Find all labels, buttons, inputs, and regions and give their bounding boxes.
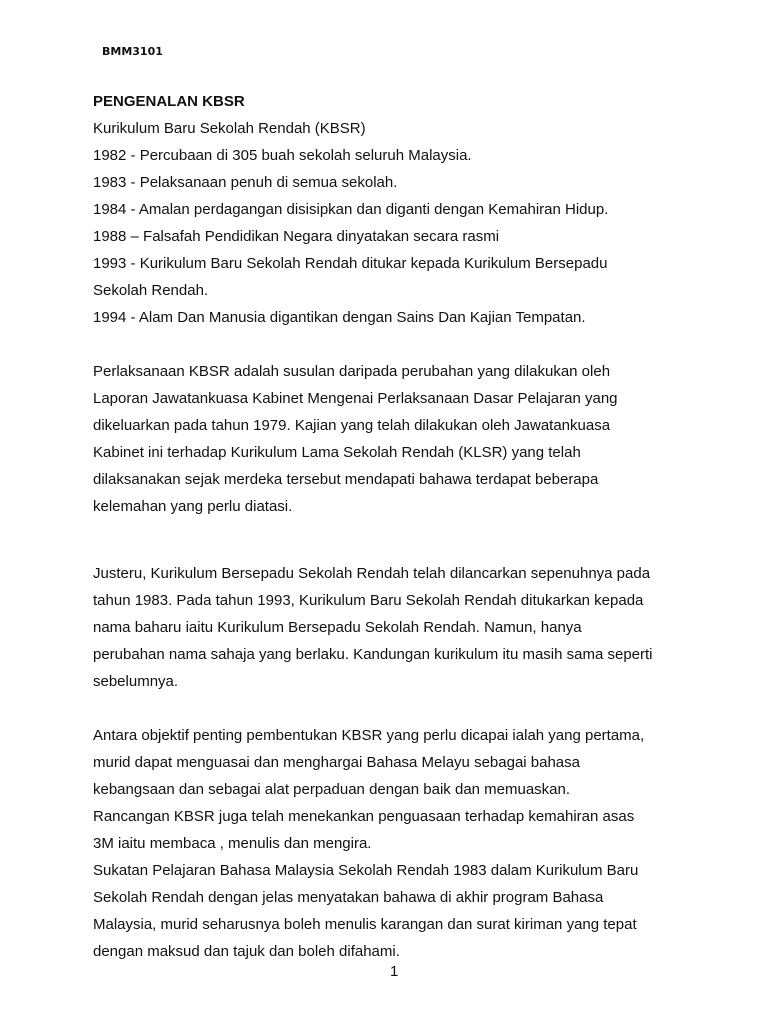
document-body <box>93 88 693 965</box>
intro-line: 1993 - Kurikulum Baru Sekolah Rendah ditukar kepada Kurikulum Bersepadu <box>93 255 608 272</box>
paragraph-line: kelemahan yang perlu diatasi. <box>93 498 293 515</box>
paragraph-line: Laporan Jawatankuasa Kabinet Mengenai Perlaksanaan Dasar Pelajaran yang <box>93 390 618 407</box>
intro-line: Kurikulum Baru Sekolah Rendah (KBSR) <box>93 120 366 137</box>
intro-list <box>93 115 693 331</box>
page-number: 1 <box>390 963 399 980</box>
intro-line: 1988 – Falsafah Pendidikan Negara dinyatakan secara rasmi <box>93 228 500 245</box>
paragraph-line: Sukatan Pelajaran Bahasa Malaysia Sekolah Rendah 1983 dalam Kurikulum Baru <box>93 862 639 879</box>
paragraph-line: Antara objektif penting pembentukan KBSR yang perlu dicapai ialah yang pertama, <box>93 727 645 744</box>
intro-line: 1983 - Pelaksanaan penuh di semua sekolah. <box>93 174 398 191</box>
intro-line: Sekolah Rendah. <box>93 282 209 299</box>
paragraph-line: Rancangan KBSR juga telah menekankan penguasaan terhadap kemahiran asas <box>93 808 635 825</box>
paragraph-line: 3M iaitu membaca , menulis dan mengira. <box>93 835 372 852</box>
section-title: PENGENALAN KBSR <box>93 93 245 110</box>
intro-line: 1994 - Alam Dan Manusia digantikan dengan Sains Dan Kajian Tempatan. <box>93 309 586 326</box>
intro-line: 1984 - Amalan perdagangan disisipkan dan diganti dengan Kemahiran Hidup. <box>93 201 609 218</box>
paragraph-line: Malaysia, murid seharusnya boleh menulis karangan dan surat kiriman yang tepat <box>93 916 637 933</box>
paragraph-line: tahun 1983. Pada tahun 1993, Kurikulum Baru Sekolah Rendah ditukarkan kepada <box>93 592 644 609</box>
paragraph-line: Sekolah Rendah dengan jelas menyatakan bahawa di akhir program Bahasa <box>93 889 604 906</box>
paragraph-line: dengan maksud dan tajuk dan boleh difahami. <box>93 943 400 960</box>
intro-line: 1982 - Percubaan di 305 buah sekolah seluruh Malaysia. <box>93 147 472 164</box>
paragraph-2 <box>93 560 693 695</box>
paragraph-line: dilaksanakan sejak merdeka tersebut mendapati bahawa terdapat beberapa <box>93 471 599 488</box>
paragraph-line: murid dapat menguasai dan menghargai Bahasa Melayu sebagai bahasa <box>93 754 580 771</box>
paragraph-3 <box>93 722 693 965</box>
paragraph-line: perubahan nama sahaja yang berlaku. Kandungan kurikulum itu masih sama seperti <box>93 646 653 663</box>
paragraph-line: nama baharu iaitu Kurikulum Bersepadu Sekolah Rendah. Namun, hanya <box>93 619 582 636</box>
paragraph-line: Justeru, Kurikulum Bersepadu Sekolah Rendah telah dilancarkan sepenuhnya pada <box>93 565 651 582</box>
course-code: BMM3101 <box>102 45 163 58</box>
paragraph-line: dikeluarkan pada tahun 1979. Kajian yang telah dilakukan oleh Jawatankuasa <box>93 417 611 434</box>
paragraph-1 <box>93 358 693 520</box>
paragraph-line: sebelumnya. <box>93 673 179 690</box>
paragraph-line: kebangsaan dan sebagai alat perpaduan dengan baik dan memuaskan. <box>93 781 571 798</box>
paragraph-line: Perlaksanaan KBSR adalah susulan daripada perubahan yang dilakukan oleh <box>93 363 611 380</box>
paragraph-line: Kabinet ini terhadap Kurikulum Lama Sekolah Rendah (KLSR) yang telah <box>93 444 581 461</box>
